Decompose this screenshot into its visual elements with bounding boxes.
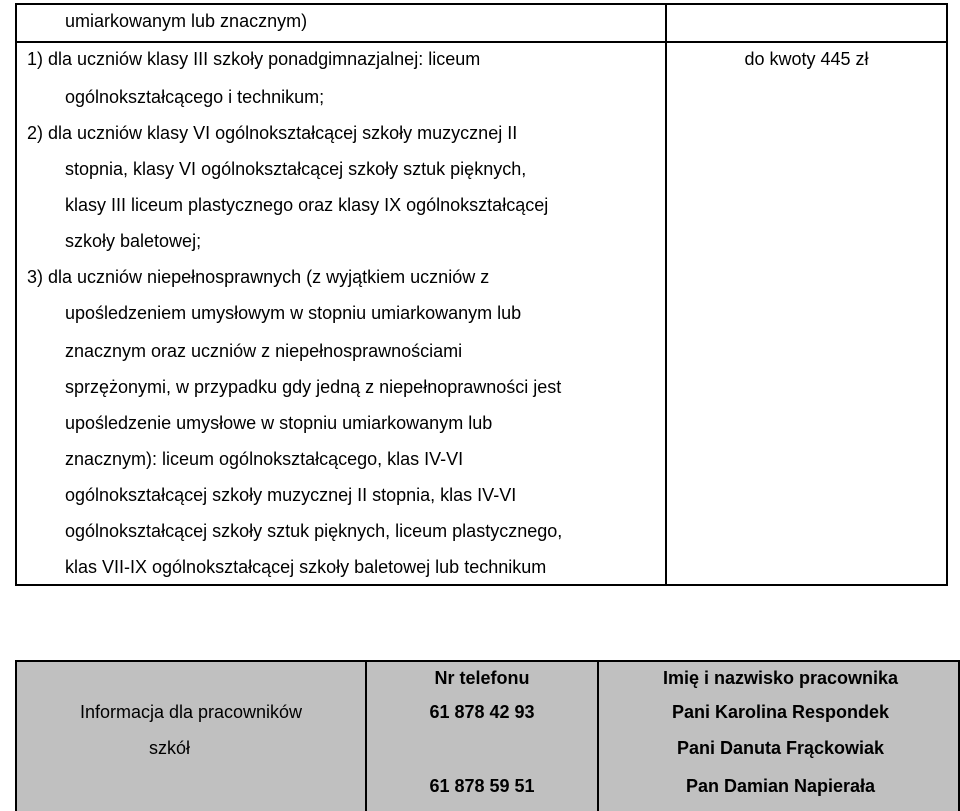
employee-name-1: Pani Karolina Respondek <box>671 702 890 722</box>
eligibility-description-cell <box>17 5 667 584</box>
header-text: umiarkowanym lub znacznym) <box>65 11 308 31</box>
text-line: ogólnokształcącego i technikum; <box>65 87 325 107</box>
info-label-line1: Informacja dla pracowników <box>79 702 303 722</box>
text-line: upośledzeniem umysłowym w stopniu umiarkowanym lub <box>65 303 522 323</box>
text-line: stopnia, klasy VI ogólnokształcącej szkoły sztuk pięknych, <box>65 159 527 179</box>
phone-header: Nr telefonu <box>434 668 530 688</box>
text-line: ogólnokształcącej szkoły sztuk pięknych, liceum plastycznego, <box>65 521 563 541</box>
text-line: upośledzenie umysłowe w stopniu umiarkowanym lub <box>65 413 493 433</box>
info-label-line2: szkół <box>149 738 191 758</box>
text-line: klasy III liceum plastycznego oraz klasy IX ogólnokształcącej <box>65 195 549 215</box>
amount-cell <box>667 5 946 584</box>
employee-name-3: Pan Damian Napierała <box>685 776 876 796</box>
contact-info-table <box>15 660 960 811</box>
phone-1: 61 878 42 93 <box>429 702 535 722</box>
eligibility-table <box>15 3 948 586</box>
text-line: ogólnokształcącej szkoły muzycznej II stopnia, klas IV-VI <box>65 485 517 505</box>
text-line: sprzężonymi, w przypadku gdy jedną z niepełnoprawności jest <box>65 377 562 397</box>
text-line: znacznym oraz uczniów z niepełnosprawnościami <box>65 341 463 361</box>
text-line: 2) dla uczniów klasy VI ogólnokształcącej szkoły muzycznej II <box>27 123 518 143</box>
text-line: znacznym): liceum ogólnokształcącego, klas IV-VI <box>65 449 464 469</box>
name-header: Imię i nazwisko pracownika <box>662 668 899 688</box>
text-line: 3) dla uczniów niepełnosprawnych (z wyjątkiem uczniów z <box>27 267 490 287</box>
text-line: klas VII-IX ogólnokształcącej szkoły baletowej lub technikum <box>65 557 547 577</box>
text-line: 1) dla uczniów klasy III szkoły ponadgimnazjalnej: liceum <box>27 49 481 69</box>
amount-text: do kwoty 445 zł <box>744 49 869 69</box>
phone-2: 61 878 59 51 <box>429 776 535 796</box>
employee-name-2: Pani Danuta Frąckowiak <box>676 738 885 758</box>
text-line: szkoły baletowej; <box>65 231 202 251</box>
